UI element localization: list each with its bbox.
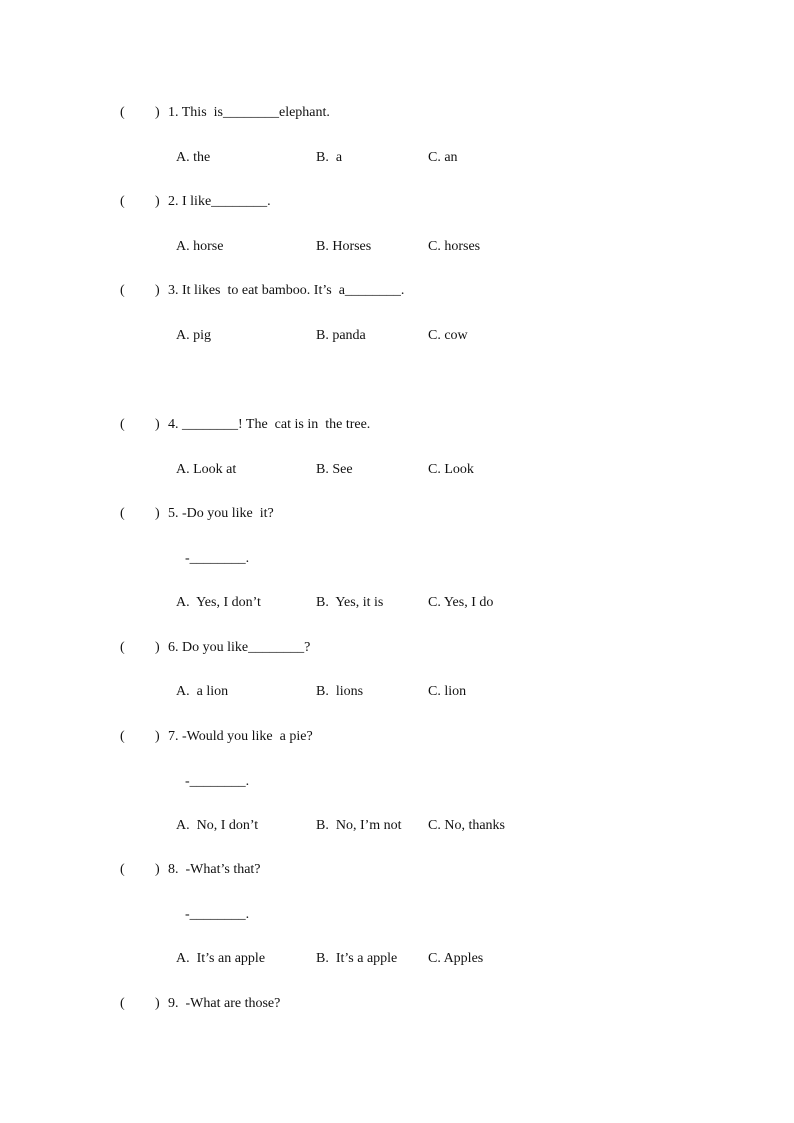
answer-paren-close: ) <box>155 996 160 1011</box>
option-a: A. Look at <box>176 462 237 477</box>
answer-paren-open: ( <box>120 283 125 298</box>
option-a: A. It’s an apple <box>176 951 266 966</box>
question-text: 4. ________! The cat is in the tree. <box>168 417 371 432</box>
option-c: C. Look <box>428 462 474 477</box>
response-line: -________. <box>185 551 250 566</box>
option-b: B. Yes, it is <box>316 595 384 610</box>
response-line: -________. <box>185 774 250 789</box>
answer-paren-close: ) <box>155 862 160 877</box>
option-b: B. Horses <box>316 239 372 254</box>
option-b: B. a <box>316 150 343 165</box>
question-text: 8. -What’s that? <box>168 862 261 877</box>
option-b: B. lions <box>316 684 364 699</box>
answer-paren-open: ( <box>120 105 125 120</box>
answer-paren-close: ) <box>155 640 160 655</box>
answer-paren-close: ) <box>155 283 160 298</box>
question-text: 9. -What are those? <box>168 996 281 1011</box>
option-c: C. cow <box>428 328 468 343</box>
question-text: 1. This is________elephant. <box>168 105 330 120</box>
response-line: -________. <box>185 907 250 922</box>
option-c: C. No, thanks <box>428 818 505 833</box>
answer-paren-open: ( <box>120 417 125 432</box>
answer-paren-close: ) <box>155 506 160 521</box>
option-c: C. Apples <box>428 951 484 966</box>
question-text: 6. Do you like________? <box>168 640 311 655</box>
option-c: C. horses <box>428 239 481 254</box>
answer-paren-open: ( <box>120 506 125 521</box>
answer-paren-close: ) <box>155 729 160 744</box>
option-b: B. panda <box>316 328 366 343</box>
question-text: 7. -Would you like a pie? <box>168 729 313 744</box>
option-a: A. the <box>176 150 211 165</box>
answer-paren-close: ) <box>155 194 160 209</box>
option-a: A. Yes, I don’t <box>176 595 261 610</box>
question-text: 2. I like________. <box>168 194 271 209</box>
option-a: A. pig <box>176 328 211 343</box>
option-b: B. See <box>316 462 353 477</box>
answer-paren-open: ( <box>120 862 125 877</box>
option-b: B. No, I’m not <box>316 818 402 833</box>
answer-paren-close: ) <box>155 105 160 120</box>
answer-paren-open: ( <box>120 194 125 209</box>
option-c: C. lion <box>428 684 467 699</box>
option-c: C. Yes, I do <box>428 595 494 610</box>
option-a: A. horse <box>176 239 224 254</box>
answer-paren-open: ( <box>120 996 125 1011</box>
option-a: A. No, I don’t <box>176 818 259 833</box>
question-text: 3. It likes to eat bamboo. It’s a________. <box>168 283 405 298</box>
answer-paren-open: ( <box>120 640 125 655</box>
option-a: A. a lion <box>176 684 229 699</box>
answer-paren-close: ) <box>155 417 160 432</box>
answer-paren-open: ( <box>120 729 125 744</box>
option-c: C. an <box>428 150 458 165</box>
option-b: B. It’s a apple <box>316 951 398 966</box>
question-text: 5. -Do you like it? <box>168 506 274 521</box>
